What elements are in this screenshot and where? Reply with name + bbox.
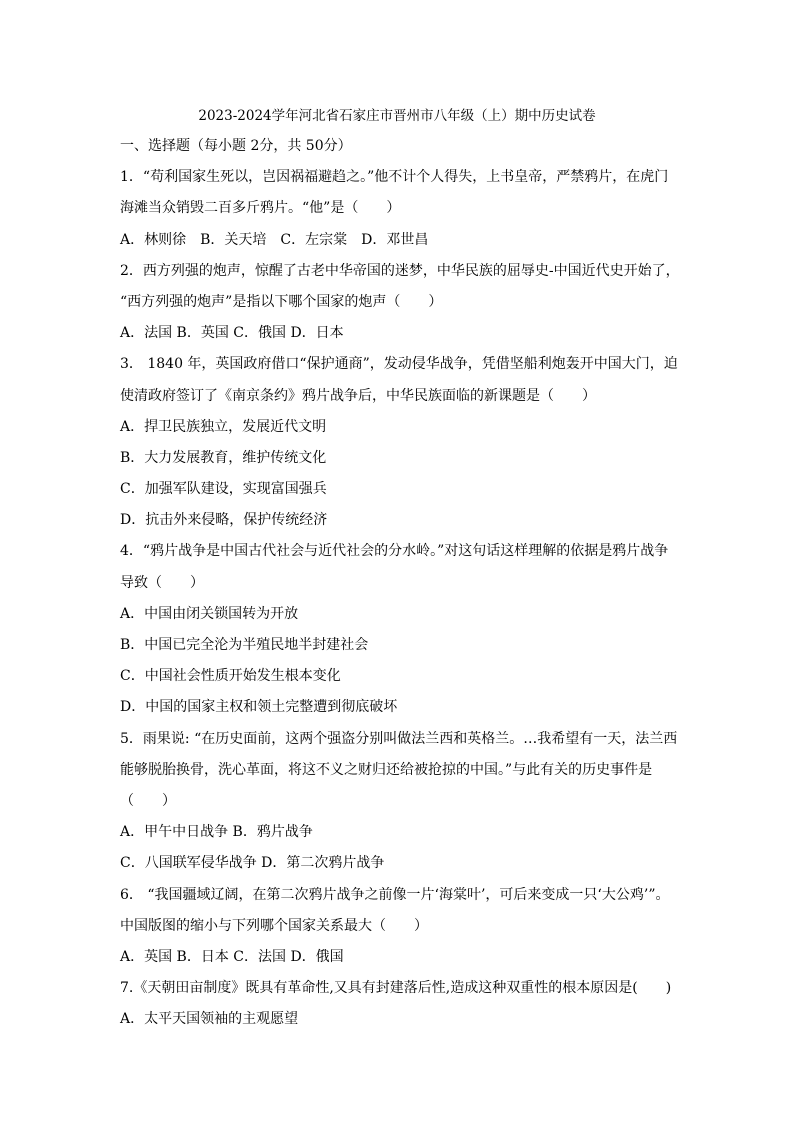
question-5-stem-line-3: （ ） — [120, 792, 176, 809]
question-1-stem-line-1: 1．“苟利国家生死以，岂因祸福避趋之。”他不计个人得失，上书皇帝，严禁鸦片，在虎门 — [120, 169, 669, 186]
question-3-option-b: B．大力发展教育，维护传统文化 — [120, 449, 327, 466]
question-7-option-a: A．太平天国领袖的主观愿望 — [120, 1011, 299, 1028]
question-5-options-ab: A．甲午中日战争 B．鸦片战争 — [120, 824, 313, 841]
question-4-stem-line-1: 4．“鸦片战争是中国古代社会与近代社会的分水岭。”对这句话这样理解的依据是鸦片战争 — [120, 543, 669, 560]
question-1-options: A．林则徐 B．关天培 C．左宗棠 D．邓世昌 — [120, 231, 429, 248]
question-4-option-c: C．中国社会性质开始发生根本变化 — [120, 668, 341, 685]
question-4-stem-line-2: 导致（ ） — [120, 574, 204, 591]
question-3-option-a: A．捍卫民族独立，发展近代文明 — [120, 418, 327, 435]
question-6-stem-line-2: 中国版图的缩小与下列哪个国家关系最大（ ） — [120, 917, 428, 934]
page-title: 2023-2024学年河北省石家庄市晋州市八年级（上）期中历史试卷 — [198, 108, 596, 124]
question-3-stem-line-1: 3． 1840 年，英国政府借口“保护通商”，发动侵华战争，凭借坚船利炮轰开中国大门，迫 — [120, 356, 678, 373]
question-5-options-cd: C．八国联军侵华战争 D．第二次鸦片战争 — [120, 855, 385, 872]
question-6-options: A．英国 B．日本 C．法国 D．俄国 — [120, 948, 344, 965]
question-6-stem-line-1: 6． “我国疆域辽阔，在第二次鸦片战争之前像一片‘海棠叶’，可后来变成一只‘大公鸡’”。 — [120, 886, 670, 903]
question-4-option-d: D．中国的国家主权和领土完整遭到彻底破坏 — [120, 699, 398, 716]
question-2-options: A．法国 B．英国 C．俄国 D．日本 — [120, 325, 344, 342]
question-5-stem-line-2: 能够脱胎换骨，洗心革面，将这不义之财归还给被抢掠的中国。”与此有关的历史事件是 — [120, 761, 653, 778]
question-3-stem-line-2: 使清政府签订了《南京条约》鸦片战争后，中华民族面临的新课题是（ ） — [120, 387, 596, 404]
question-7-stem: 7.《天朝田亩制度》既具有革命性,又具有封建落后性,造成这种双重性的根本原因是( ) — [120, 980, 672, 997]
section-heading: 一、选择题（每小题 2分，共 50分） — [120, 138, 352, 154]
question-4-option-a: A．中国由闭关锁国转为开放 — [120, 605, 299, 622]
question-3-option-d: D．抗击外来侵略，保护传统经济 — [120, 512, 328, 529]
exam-body — [120, 131, 680, 1035]
question-1-stem-line-2: 海滩当众销毁二百多斤鸦片。“他”是（ ） — [120, 200, 401, 217]
question-3-option-c: C．加强军队建设，实现富国强兵 — [120, 481, 327, 498]
question-4-option-b: B．中国已完全沦为半殖民地半封建社会 — [120, 637, 369, 653]
question-2-stem-line-1: 2．西方列强的炮声，惊醒了古老中华帝国的迷梦，中华民族的屈辱史-中国近代史开始了， — [120, 262, 680, 279]
question-2-stem-line-2: “西方列强的炮声”是指以下哪个国家的炮声（ ） — [120, 293, 443, 310]
question-5-stem-line-1: 5．雨果说: “在历史面前，这两个强盗分别叫做法兰西和英格兰。…我希望有一天，法兰西 — [120, 730, 678, 747]
